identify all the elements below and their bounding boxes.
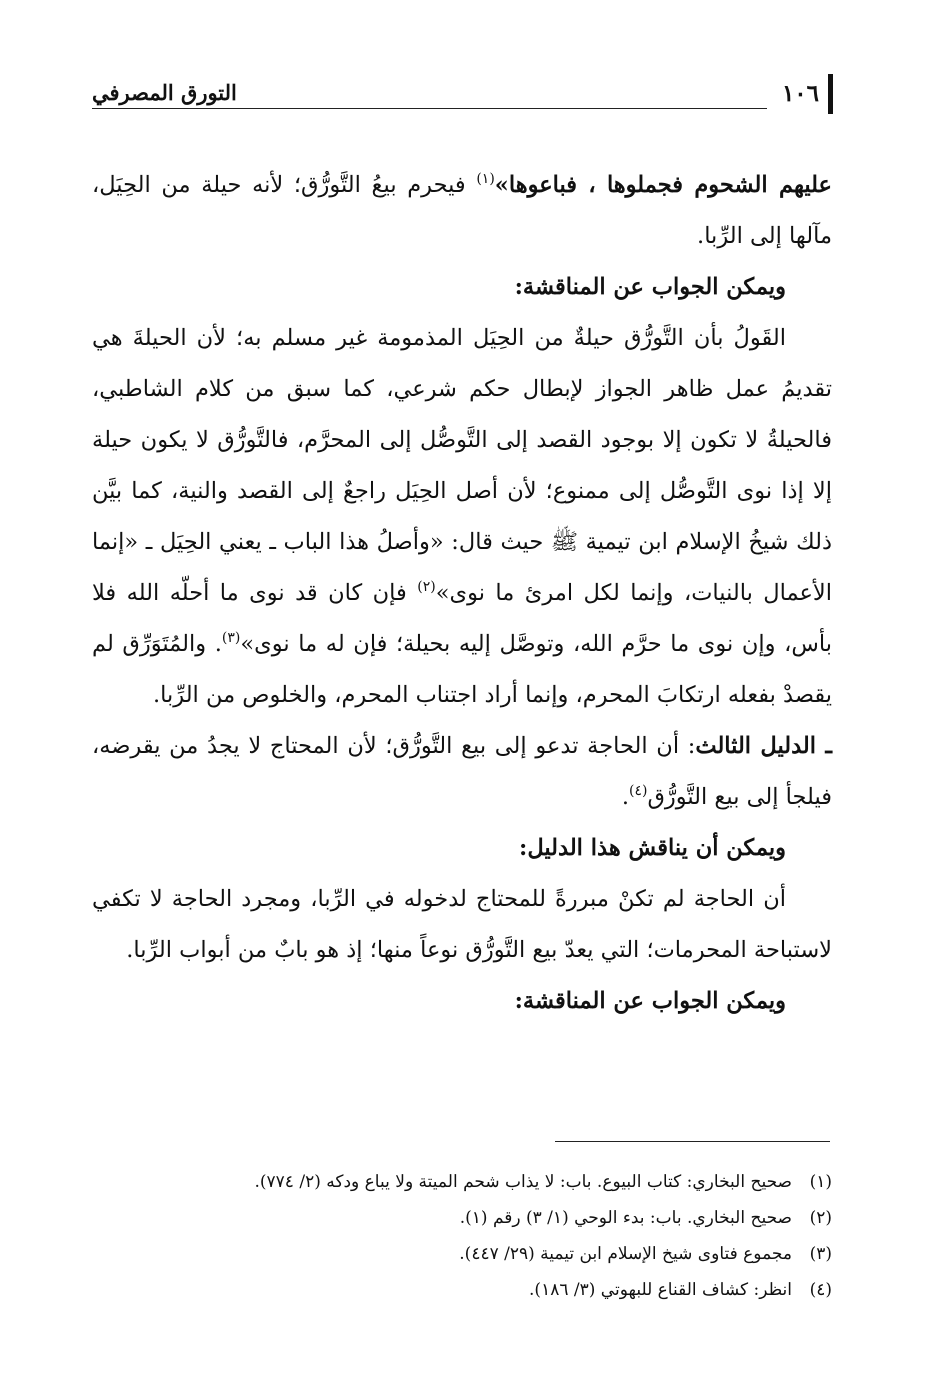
paragraph-1 bbox=[92, 160, 832, 262]
footnote-ref-3: (٣) bbox=[221, 630, 241, 646]
paragraph-4: أن الحاجة لم تكنْ مبررةً للمحتاج لدخوله في الرِّبا، ومجرد الحاجة لا تكفي لاستباحة المحرمات؛ التي يعدّ بيع التَّورُّق نوعاً منها؛ إذ هو بابٌ من أبواب الرِّبا. bbox=[92, 886, 832, 963]
footnote-2 bbox=[92, 1200, 832, 1236]
footnote-text: مجموع فتاوى شيخ الإسلام ابن تيمية (٢٩/ ٤٤٧). bbox=[459, 1244, 792, 1264]
footnote-text: صحيح البخاري. باب: بدء الوحي (١/ ٣) رقم (١). bbox=[459, 1208, 792, 1228]
body-text bbox=[92, 160, 832, 1027]
footnote-4 bbox=[92, 1272, 832, 1308]
running-title: التورق المصرفي bbox=[92, 80, 237, 105]
paragraph-3 bbox=[92, 721, 832, 823]
footnote-3 bbox=[92, 1236, 832, 1272]
footnote-text: صحيح البخاري: كتاب البيوع. باب: لا يذاب شحم الميتة ولا يباع ودكه (٢/ ٧٧٤). bbox=[254, 1172, 792, 1192]
paragraph-2 bbox=[92, 313, 832, 721]
third-evidence-label: ـ الدليل الثالث bbox=[695, 733, 832, 759]
footnote-text: انظر: كشاف القناع للبهوتي (٣/ ١٨٦). bbox=[529, 1280, 792, 1300]
footnote-ref-1: (١) bbox=[476, 171, 495, 187]
footnote-number: (١) bbox=[809, 1172, 832, 1192]
heading-answer-1: ويمكن الجواب عن المناقشة: bbox=[514, 274, 786, 300]
hadith-quote: عليهم الشحوم فجملوها ، فباعوها» bbox=[494, 172, 832, 198]
footnote-ref-4: (٤) bbox=[628, 783, 648, 799]
paragraph-3-end: . bbox=[621, 784, 629, 810]
paragraph-2-text-b: فإن كان قد نوى ما أحلّه الله فلا بأس، وإن نوى ما حرَّم الله، وتوصَّل إليه بحيلة؛ فإن له ما نوى» bbox=[92, 580, 832, 657]
footnote-number: (٣) bbox=[809, 1244, 832, 1264]
footnote-separator bbox=[555, 1141, 830, 1142]
footnote-1 bbox=[92, 1164, 832, 1200]
header-bar bbox=[828, 74, 833, 114]
footnote-ref-2: (٢) bbox=[417, 579, 436, 595]
footnote-number: (٤) bbox=[809, 1280, 832, 1300]
heading-discussion: ويمكن أن يناقش هذا الدليل: bbox=[519, 835, 786, 861]
header-rule bbox=[92, 108, 767, 109]
page-header bbox=[92, 72, 837, 122]
heading-answer-2: ويمكن الجواب عن المناقشة: bbox=[514, 988, 786, 1014]
paragraph-2-text-c: . والمُتَوَرِّق لم يقصدْ بفعله ارتكابَ المحرم، وإنما أراد اجتناب المحرم، والخلوص من الرِّبا. bbox=[92, 631, 832, 708]
footnotes bbox=[92, 1164, 832, 1308]
footnote-number: (٢) bbox=[809, 1208, 832, 1228]
page-number: ١٠٦ bbox=[781, 80, 819, 107]
paragraph-2-text-a: القَولُ بأن التَّورُّق حيلةٌ من الحِيَل المذمومة غير مسلم به؛ لأن الحيلةَ هي تقديمُ عمل ظاهر الجواز لإبطال حكم شرعي، كما سبق من كلام الشاطبي، فالحيلةُ لا تكون إلا بوجود القصد إلى التَّوصُّل إلى المحرَّم، فالتَّورُّق لا يكون حيلة إلا إذا نوى التَّوصُّل إلى ممنوع؛ لأن أصل الحِيَل راجعٌ إلى القصد والنية، كما بيَّن ذلك شيخُ الإسلام ابن تيمية ﷺ حيث قال: «وأصلُ هذا الباب ـ يعني الحِيَل ـ «إنما الأعمال بالنيات، وإنما لكل امرئ ما نوى» bbox=[92, 325, 833, 606]
paragraph-3-text: : أن الحاجة تدعو إلى بيع التَّورُّق؛ لأن المحتاج لا يجدُ من يقرضه، فيلجأ إلى بيع التَّورُّق bbox=[92, 733, 832, 810]
paragraph-1-text: فيحرم بيعُ التَّورُّق؛ لأنه حيلة من الحِيَل، مآلها إلى الرِّبا. bbox=[92, 172, 832, 249]
